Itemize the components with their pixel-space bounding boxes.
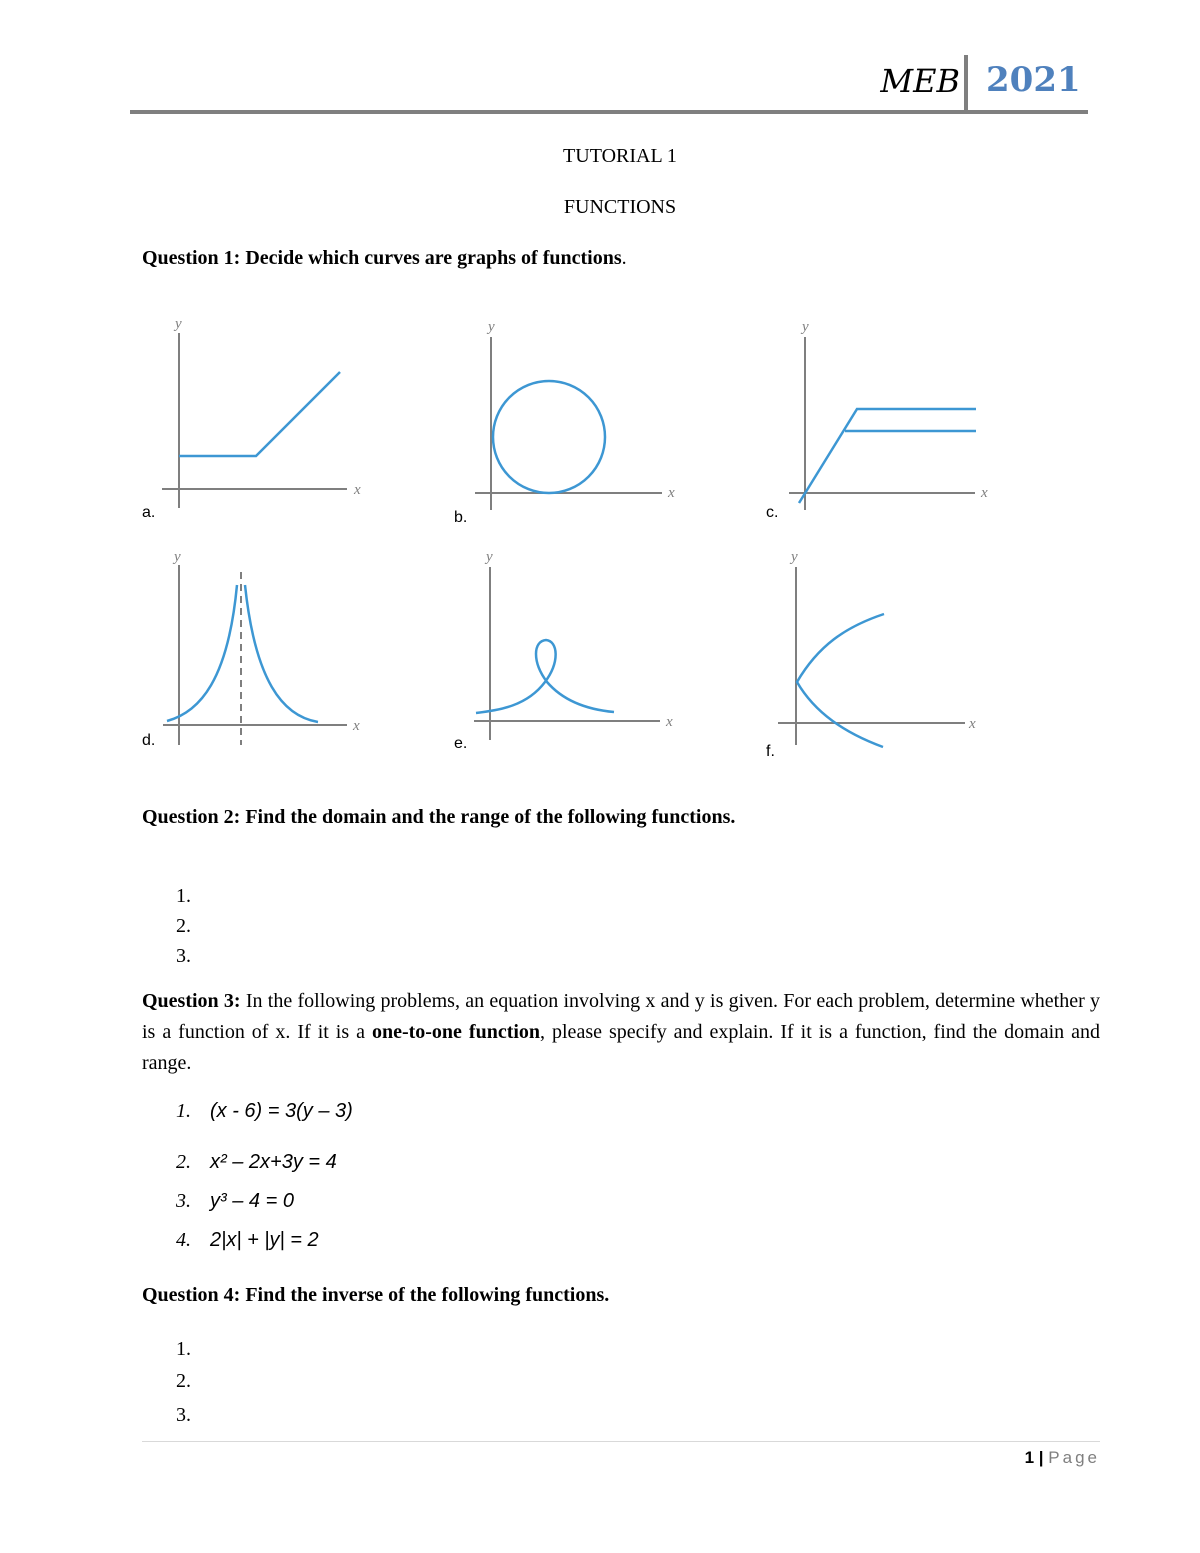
graph-d-label: d. — [142, 732, 156, 749]
question-2-item: 1. — [176, 885, 191, 907]
question-3-text-before: In the following problems, an equation involving x and y is given. For each problem, determine whether y is a function of x. If it is a — [142, 990, 1101, 1043]
question-2-label: Question 2: — [142, 806, 241, 828]
question-3-equation: y³ – 4 = 0 — [210, 1190, 294, 1212]
graph-e-x-label: x — [666, 714, 673, 730]
course-code: MEB — [880, 62, 960, 100]
question-2-item: 3. — [176, 945, 191, 967]
graph-c-y-label: y — [802, 319, 809, 335]
question-3-equation: x² – 2x+3y = 4 — [210, 1151, 337, 1173]
question-3-item-number: 1. — [176, 1100, 191, 1122]
question-3-item-number: 3. — [176, 1190, 191, 1212]
question-4-text: Find the inverse of the following functions. — [245, 1284, 610, 1306]
page-title: TUTORIAL 1 — [563, 145, 677, 167]
question-4-label: Question 4: — [142, 1284, 241, 1306]
question-3-item-number: 4. — [176, 1229, 191, 1251]
page-subtitle: FUNCTIONS — [563, 196, 677, 218]
question-1-tail: . — [621, 247, 627, 269]
question-3-item-number: 2. — [176, 1151, 191, 1173]
graph-a-label: a. — [142, 504, 156, 521]
graph-c-x-label: x — [981, 485, 988, 501]
question-4-item: 1. — [176, 1338, 191, 1360]
graph-f-curve — [797, 614, 884, 747]
page-separator: | — [1038, 1448, 1044, 1467]
graph-a-x-label: x — [354, 482, 361, 498]
graph-e-label: e. — [454, 735, 468, 752]
question-3-text-after: , please specify and explain. If it is a function, find the domain and range. — [142, 1021, 1100, 1074]
graph-b-y-label: y — [488, 319, 495, 335]
graph-b-x-label: x — [668, 485, 675, 501]
graph-d-y-label: y — [174, 549, 181, 565]
question-1-label: Question 1: — [142, 247, 241, 269]
page-word: Page — [1048, 1448, 1100, 1467]
question-2-item: 2. — [176, 915, 191, 937]
question-3-label: Question 3: — [142, 990, 241, 1012]
question-4-item: 2. — [176, 1370, 191, 1392]
footer-rule — [142, 1441, 1100, 1442]
graph-f-label: f. — [766, 743, 775, 760]
header-year: 2021 — [986, 60, 1081, 100]
question-1-text: Decide which curves are graphs of functions — [245, 247, 622, 269]
graph-b-curve — [493, 381, 605, 493]
question-2-heading — [142, 806, 735, 829]
question-4-heading — [142, 1284, 609, 1307]
graph-c-curve — [799, 409, 976, 503]
graph-d-curve — [167, 585, 318, 722]
page-number: 1 — [1024, 1448, 1035, 1467]
graph-d-x-label: x — [353, 718, 360, 734]
graph-c-label: c. — [766, 504, 779, 521]
graph-curves — [167, 372, 976, 747]
graph-b-label: b. — [454, 509, 468, 526]
question-3-equation: (x - 6) = 3(y – 3) — [210, 1100, 353, 1122]
question-4-item: 3. — [176, 1404, 191, 1426]
graph-e-curve — [476, 640, 614, 713]
page-footer — [1000, 1448, 1100, 1468]
question-3-paragraph — [142, 986, 1100, 1079]
question-3-emphasis: one-to-one function — [371, 1021, 541, 1043]
graph-f-x-label: x — [969, 716, 976, 732]
graph-e-y-label: y — [486, 549, 493, 565]
graph-f-y-label: y — [791, 549, 798, 565]
graph-a-curve — [179, 372, 340, 456]
question-2-text: Find the domain and the range of the following functions. — [245, 806, 736, 828]
graph-a-y-label: y — [175, 316, 182, 332]
question-3-equation: 2|x| + |y| = 2 — [210, 1229, 319, 1251]
graph-axes — [162, 333, 975, 745]
